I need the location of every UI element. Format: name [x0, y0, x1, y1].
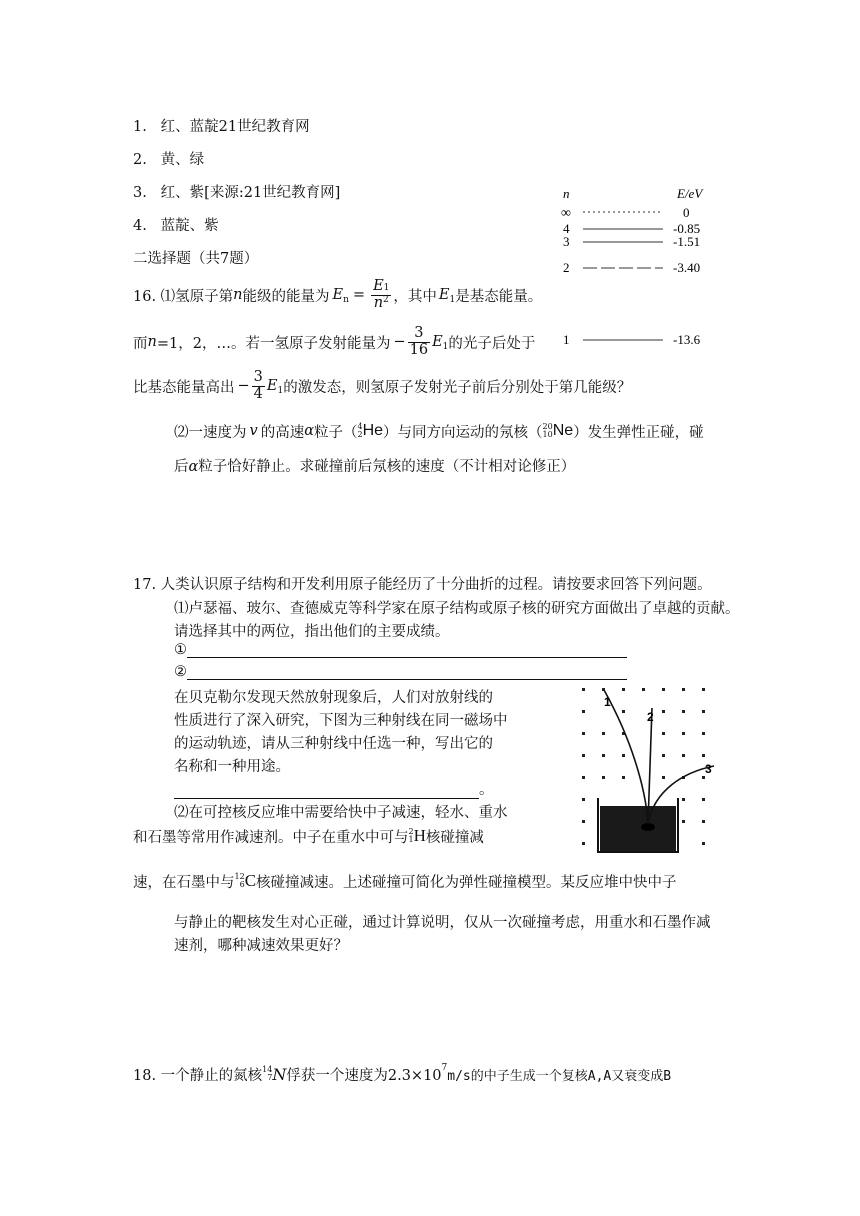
answer-number: 4. [133, 218, 147, 234]
trajectory-label-3: 3 [705, 762, 712, 776]
answer-blank-2[interactable]: ② [174, 664, 627, 680]
q17-radiation-line-3: 的运动轨迹，请从三种射线中任选一种，写出它的 [174, 736, 493, 752]
lead-container [600, 806, 676, 851]
q17-part-2-line-2: 和石墨等常用作减速剂。中子在重水中可与 2 1 H 核碰撞减 [133, 826, 484, 846]
q17-radiation-line-1: 在贝克勒尔发现天然放射现象后，人们对放射线的 [174, 690, 493, 706]
q17-part-2-line-5: 速剂，哪种减速效果更好？ [174, 938, 348, 954]
q17-radiation-line-4: 名称和一种用途。 [174, 759, 290, 775]
level-value-1: -13.6 [673, 332, 701, 347]
answer-item-1 [133, 115, 310, 136]
trajectory-1 [604, 690, 648, 824]
q16-line-3: 比基态能量高出 − $\frac{3}{4}$ E 1 的激发态，则氢原子发射光子前后分别处于第几能级？ [133, 368, 632, 402]
level-label-3: 3 [563, 234, 570, 249]
answer-text: 黄、绿 [160, 152, 205, 168]
nitrogen-isotope: 14 7 [262, 1065, 273, 1082]
q16-line-2: 而 n =1，2，…。若一氢原子发射能量为 − $\frac{3}{16}$ E 1 的光子后处于 [133, 324, 536, 358]
answer-item-4 [133, 214, 219, 235]
magnetic-field-trajectory-figure [574, 680, 724, 862]
neon-isotope: 20 10 [542, 422, 553, 439]
helium-isotope: 4 2 [357, 422, 363, 439]
q17-part-2-line-1: ⑵在可控核反应堆中需要给快中子减速，轻水、重水 [174, 805, 508, 821]
q17-stem: 17. 人类认识原子结构和开发利用原子能经历了十分曲折的过程。请按要求回答下列问题。 [133, 577, 712, 593]
fraction-3-4: $\frac{3}{4}$ [253, 368, 263, 402]
answer-blank-3[interactable]: 。 [174, 778, 494, 799]
e-header: E/eV [677, 186, 703, 201]
carbon-isotope: 12 6 [234, 872, 245, 889]
answer-number: 2. [133, 152, 147, 168]
radioactive-source [641, 823, 655, 831]
q18-line-1: 18. 一个静止的氮核 14 7 N 俘获一个速度为2.3×10 7 m/s的中子生成一个复核A,A又衰变成B [133, 1063, 672, 1084]
deuterium-isotope: 2 1 [408, 827, 414, 844]
q16-part-2-line-2: 后α粒子恰好静止。求碰撞前后氖核的速度（不计相对论修正） [174, 459, 576, 475]
level-label-inf: ∞ [561, 206, 571, 221]
n-header: n [563, 186, 570, 201]
answer-text: 红、蓝靛21世纪教育网 [160, 119, 310, 135]
q17-part-1-line-1: ⑴卢瑟福、玻尔、查德威克等科学家在原子结构或原子核的研究方面做出了卓越的贡献。 [174, 601, 740, 617]
q17-radiation-line-2: 性质进行了深入研究，下图为三种射线在同一磁场中 [174, 713, 508, 729]
section-title: 二选择题（共7题） [133, 251, 259, 267]
q16-part-2-line-1: ⑵一速度为 v 的高速 α 粒子（ 4 2 He ）与同方向运动的氖核（ 20 10 Ne ）发生弹性正碰，碰 [174, 422, 704, 441]
level-value-2: -3.40 [673, 260, 701, 275]
q17-part-1-line-2: 请选择其中的两位，指出他们的主要成绩。 [174, 624, 450, 640]
answer-number: 1. [133, 119, 147, 135]
answer-item-3 [133, 181, 340, 202]
level-label-4: 4 [563, 221, 570, 236]
answer-text: 蓝靛、紫 [160, 218, 219, 234]
answer-blank-1[interactable]: ① [174, 642, 627, 658]
level-label-1: 1 [563, 332, 570, 347]
energy-level-diagram [555, 182, 735, 352]
energy-symbol: E [332, 287, 344, 303]
level-label-2: 2 [563, 260, 570, 275]
level-value-inf: 0 [683, 205, 690, 220]
answer-number: 3. [133, 185, 147, 201]
q17-part-2-line-3: 速，在石墨中与 12 6 C 核碰撞减速。上述碰撞可简化为弹性碰撞模型。某反应堆中快中子 [133, 871, 677, 891]
trajectory-label-1: 1 [604, 695, 611, 709]
answer-item-2 [133, 148, 204, 169]
fraction-3-16: $\frac{3}{16}$ [409, 324, 429, 358]
q16-line-1: 16. ⑴氢原子第 n 能级的能量为 E n = $\frac{E1}{n^2}$ ，其中 E 1 是基态能量。 [133, 277, 543, 311]
answer-text: 红、紫[来源:21世纪教育网] [160, 185, 341, 201]
trajectory-label-2: 2 [647, 710, 654, 724]
level-value-4: -0.85 [673, 221, 701, 236]
level-value-3: -1.51 [673, 234, 701, 249]
energy-fraction: $\frac{E1}{n^2}$ [373, 277, 390, 311]
q17-part-2-line-4: 与静止的靶核发生对心正碰，通过计算说明，仅从一次碰撞考虑，用重水和石墨作减 [174, 915, 711, 931]
